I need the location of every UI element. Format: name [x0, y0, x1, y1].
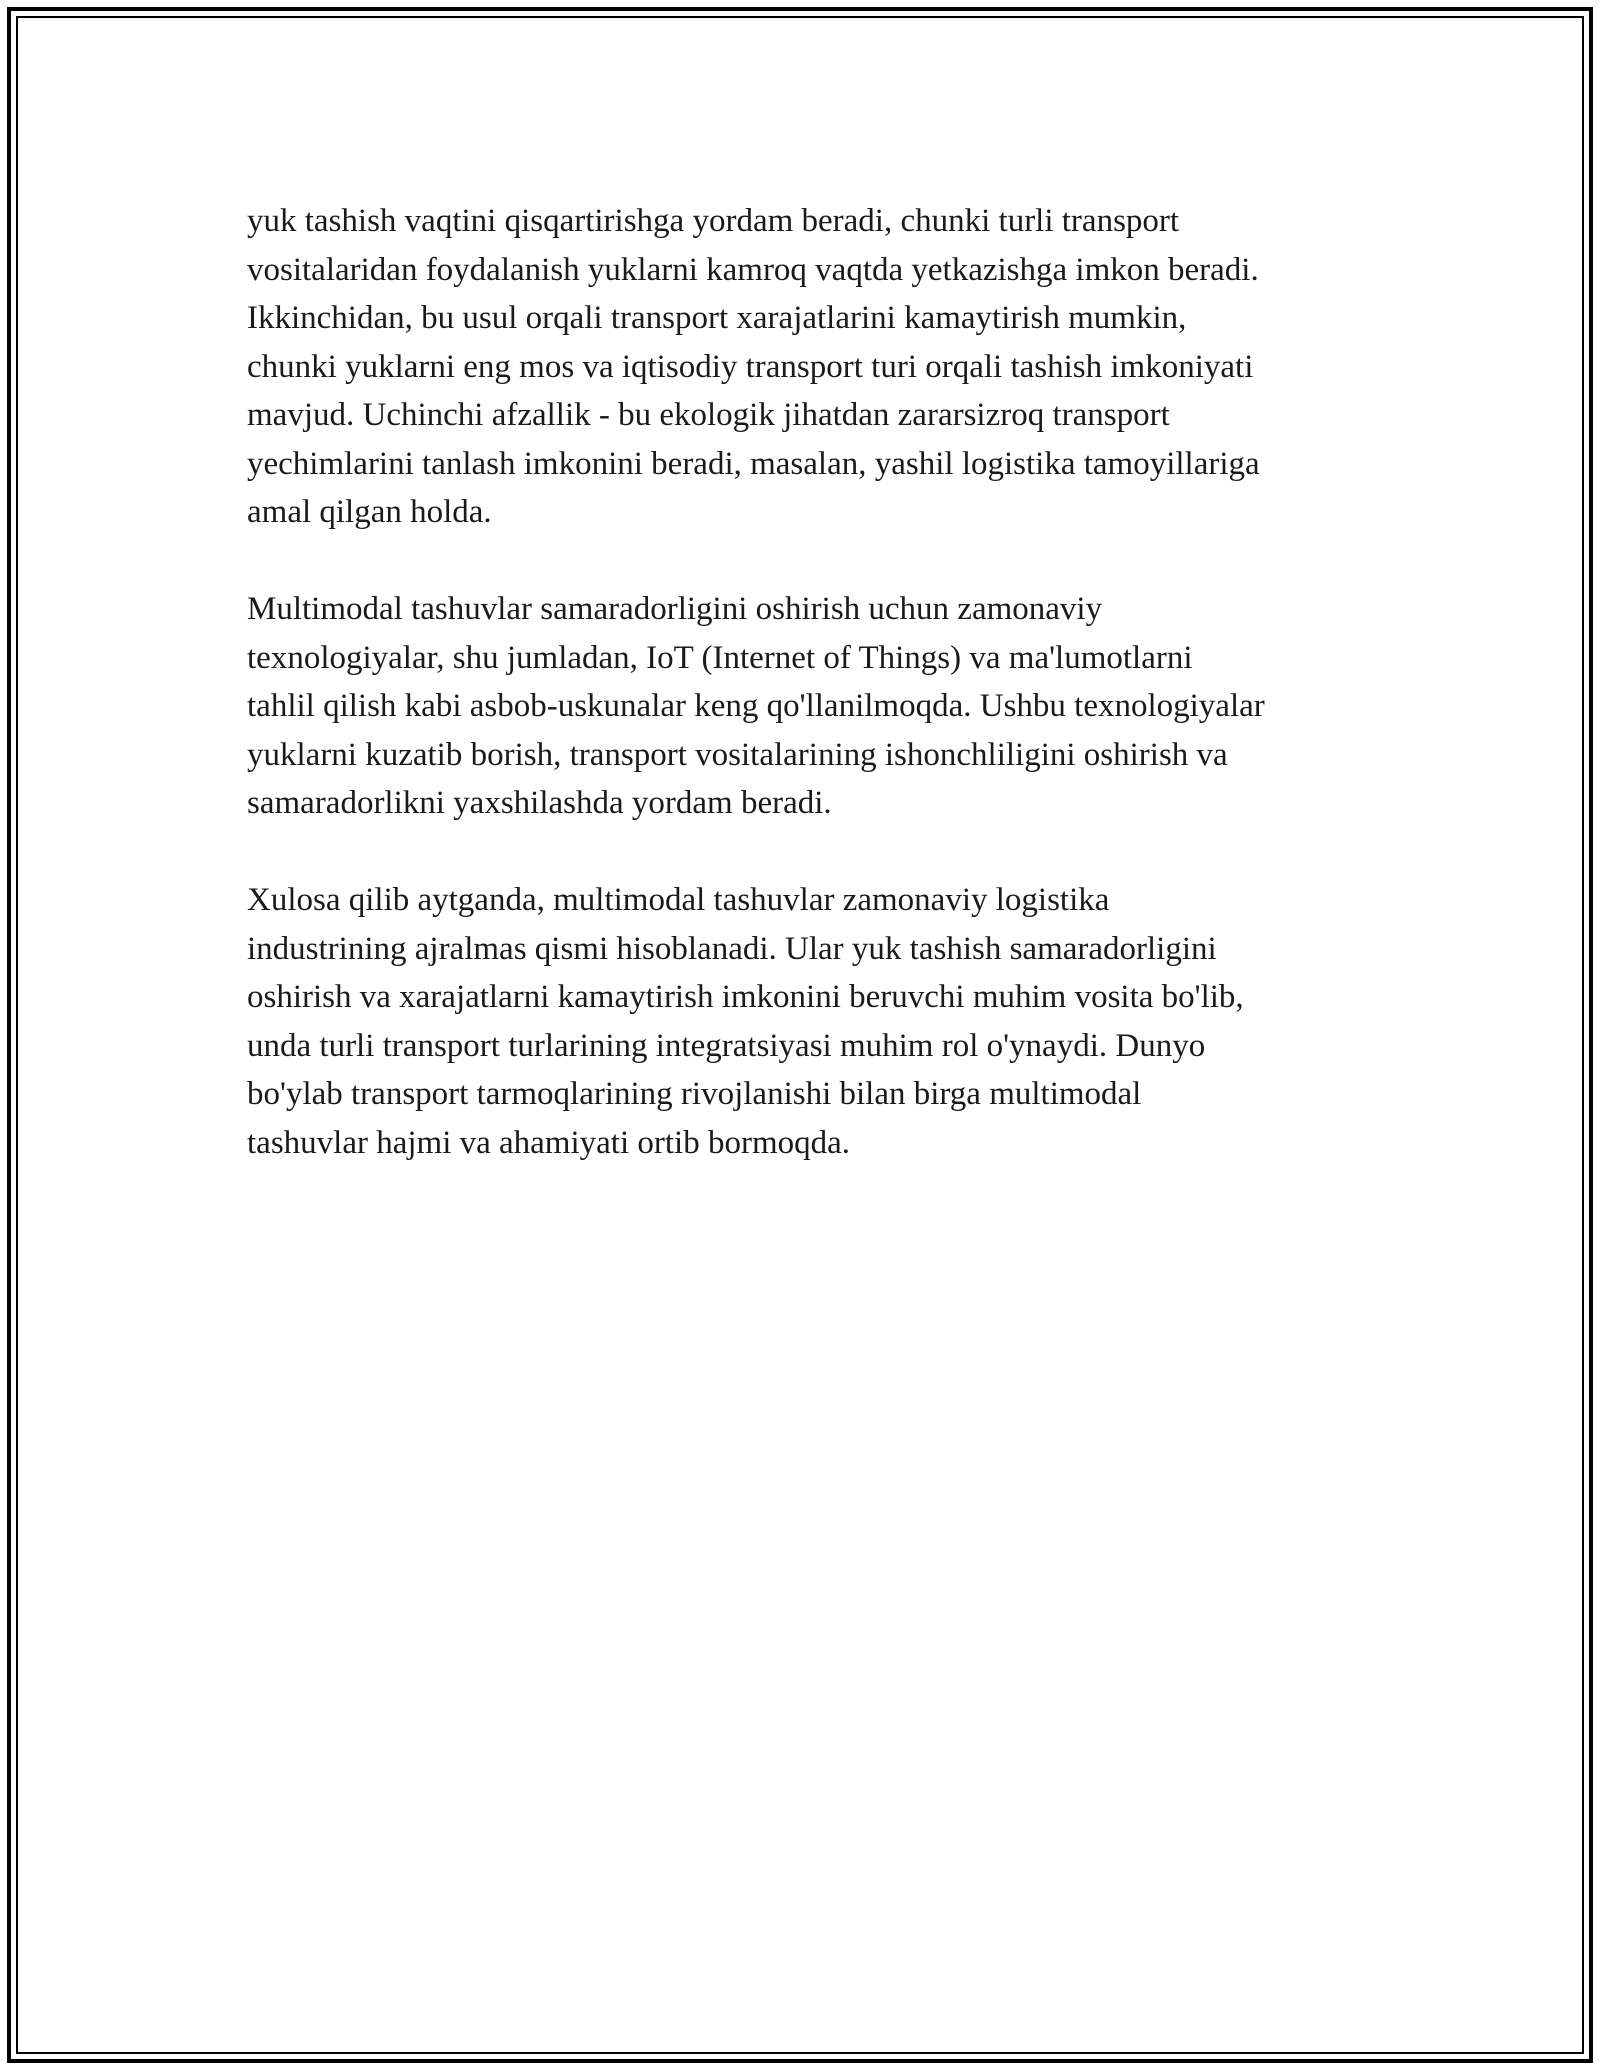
- paragraph-line: amal qilgan holda.: [247, 494, 492, 530]
- paragraph-line: oshirish va xarajatlarni kamaytirish imkonini beruvchi muhim vosita bo'lib,: [247, 979, 1244, 1015]
- paragraph-line: unda turli transport turlarining integratsiyasi muhim rol o'ynaydi. Dunyo: [247, 1027, 1206, 1064]
- paragraph-line: mavjud. Uchinchi afzallik - bu ekologik jihatdan zararsizroq transport: [247, 397, 1170, 433]
- paragraph-2: [247, 585, 1387, 828]
- paragraph-line: Ikkinchidan, bu usul orqali transport xarajatlarini kamaytirish mumkin,: [247, 300, 1187, 336]
- paragraph-line: Multimodal tashuvlar samaradorligini oshirish uchun zamonaviy: [247, 591, 1103, 627]
- paragraph-line: Xulosa qilib aytganda, multimodal tashuvlar zamonaviy logistika: [247, 882, 1110, 918]
- paragraph-line: tahlil qilish kabi asbob-uskunalar keng qo'llanilmoqda. Ushbu texnologiyalar: [247, 688, 1265, 724]
- paragraph-line: chunki yuklarni eng mos va iqtisodiy transport turi orqali tashish imkoniyati: [247, 348, 1254, 385]
- paragraph-line: yechimlarini tanlash imkonini beradi, masalan, yashil logistika tamoyillariga: [247, 445, 1260, 482]
- paragraph-1: [247, 197, 1387, 537]
- paragraph-line: samaradorlikni yaxshilashda yordam beradi.: [247, 785, 832, 821]
- paragraph-line: vositalaridan foydalanish yuklarni kamroq vaqtda yetkazishga imkon beradi.: [247, 251, 1259, 288]
- paragraph-line: yuk tashish vaqtini qisqartirishga yordam beradi, chunki turli transport: [247, 203, 1180, 239]
- paragraph-line: industrining ajralmas qismi hisoblanadi. Ular yuk tashish samaradorligini: [247, 930, 1217, 967]
- paragraph-line: bo'ylab transport tarmoqlarining rivojlanishi bilan birga multimodal: [247, 1076, 1142, 1112]
- page-border: [7, 7, 1593, 2063]
- document-body: [247, 197, 1387, 1216]
- paragraph-line: yuklarni kuzatib borish, transport vositalarining ishonchliligini oshirish va: [247, 736, 1228, 773]
- paragraph-3: [247, 876, 1387, 1167]
- paragraph-line: texnologiyalar, shu jumladan, IoT (Internet of Things) va ma'lumotlarni: [247, 639, 1193, 676]
- paragraph-line: tashuvlar hajmi va ahamiyati ortib bormoqda.: [247, 1124, 851, 1161]
